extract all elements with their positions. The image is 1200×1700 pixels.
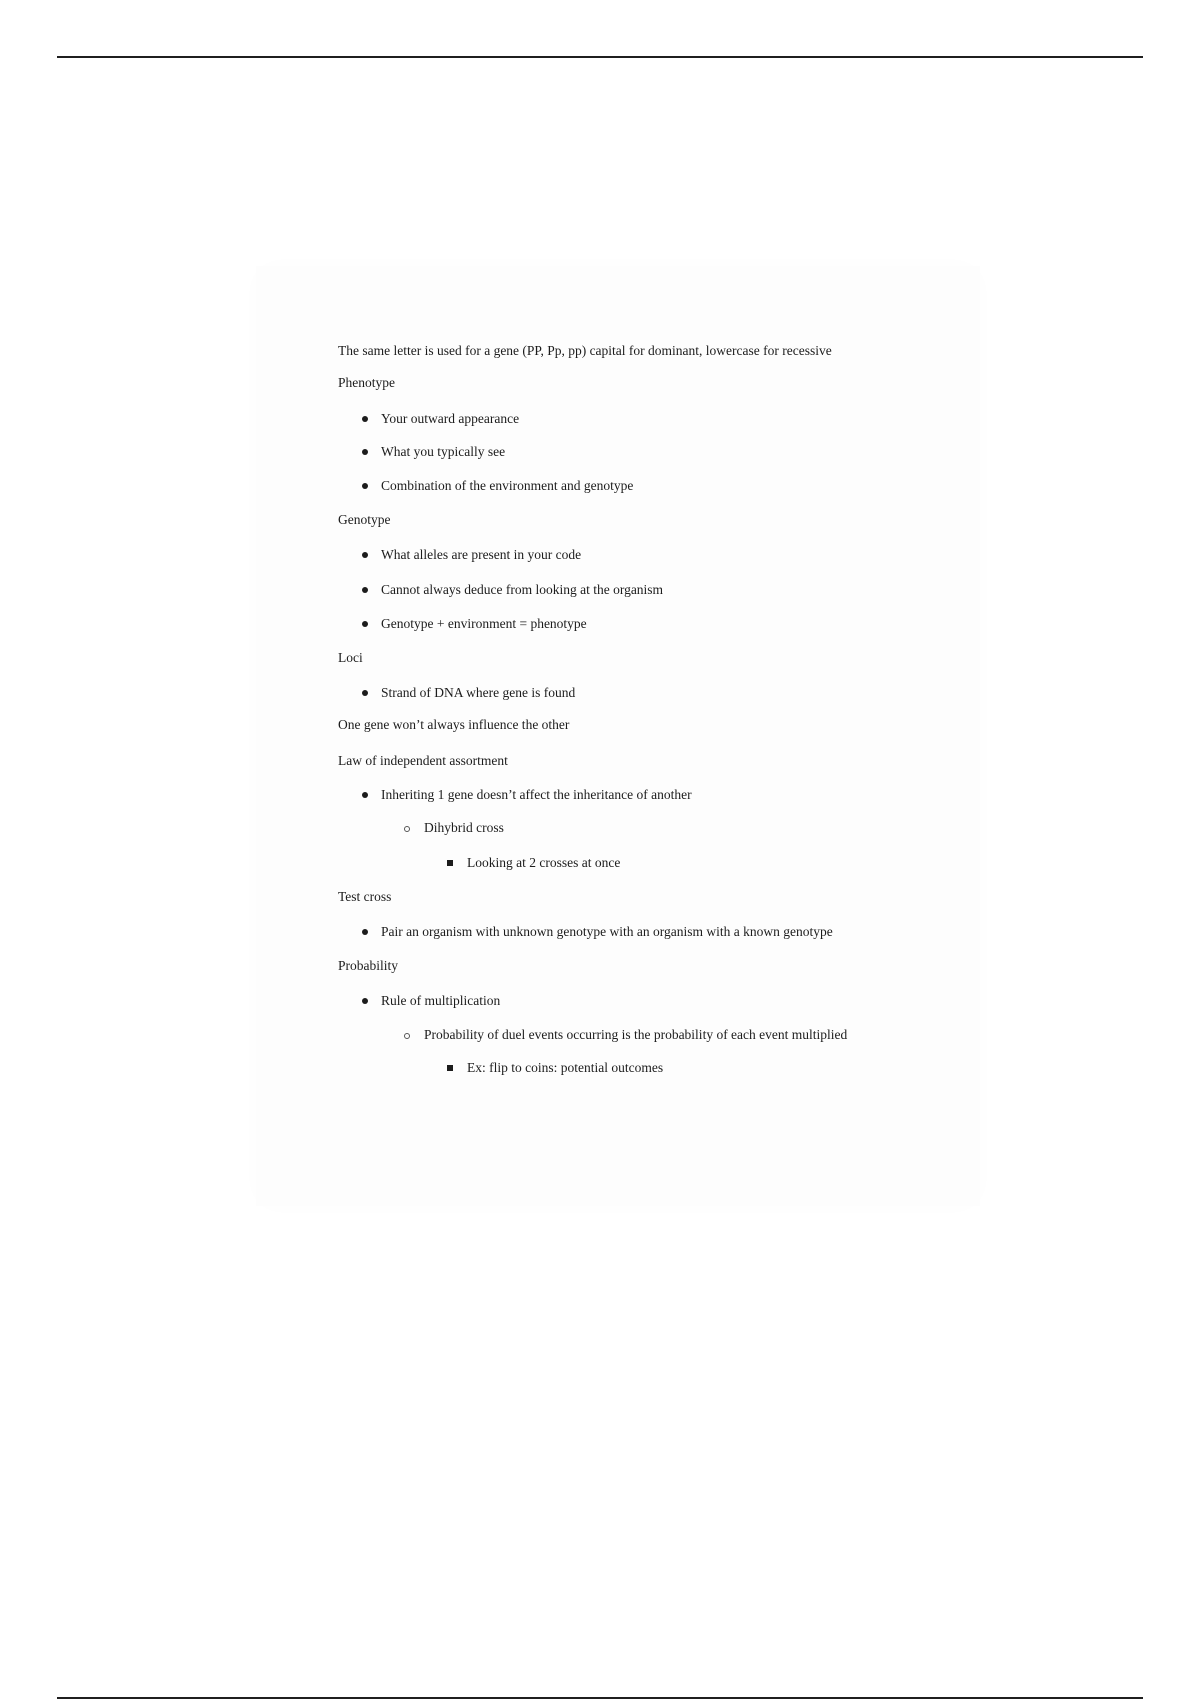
disc-bullet-icon: [362, 792, 368, 798]
disc-bullet-icon: [362, 929, 368, 935]
section-heading: Phenotype: [338, 375, 395, 390]
disc-bullet-icon: [362, 483, 368, 489]
list-item: Genotype + environment = phenotype: [381, 616, 587, 631]
square-bullet-icon: [447, 1065, 453, 1071]
list-item: Inheriting 1 gene doesn’t affect the inheritance of another: [381, 787, 692, 802]
list-item: Cannot always deduce from looking at the organism: [381, 582, 664, 597]
sub-list-item: Dihybrid cross: [424, 820, 504, 835]
section-heading: Probability: [338, 958, 398, 973]
list-item: Strand of DNA where gene is found: [381, 685, 576, 700]
disc-bullet-icon: [362, 587, 368, 593]
square-bullet-icon: [447, 860, 453, 866]
sub-sub-list-item: Looking at 2 crosses at once: [467, 855, 621, 870]
list-item: What alleles are present in your code: [381, 547, 582, 562]
circle-bullet-icon: [404, 826, 410, 832]
section-heading: Test cross: [338, 889, 392, 904]
section-heading: Loci: [338, 650, 363, 665]
disc-bullet-icon: [362, 449, 368, 455]
disc-bullet-icon: [362, 416, 368, 422]
disc-bullet-icon: [362, 621, 368, 627]
sub-sub-list-item: Ex: flip to coins: potential outcomes: [467, 1060, 664, 1075]
section-heading: Law of independent assortment: [338, 753, 508, 768]
disc-bullet-icon: [362, 998, 368, 1004]
circle-bullet-icon: [404, 1033, 410, 1039]
note-line: One gene won’t always influence the other: [338, 717, 570, 732]
disc-bullet-icon: [362, 552, 368, 558]
list-item: Combination of the environment and genotype: [381, 478, 634, 493]
header-rule: [57, 56, 1143, 58]
footer-rule: [57, 1697, 1143, 1699]
list-item: Pair an organism with unknown genotype with an organism with a known genotype: [381, 924, 833, 939]
disc-bullet-icon: [362, 690, 368, 696]
sub-list-item: Probability of duel events occurring is the probability of each event multiplied: [424, 1027, 848, 1042]
list-item: Your outward appearance: [381, 411, 520, 426]
list-item: Rule of multiplication: [381, 993, 501, 1008]
list-item: What you typically see: [381, 444, 506, 459]
section-heading: Genotype: [338, 512, 391, 527]
note-line: The same letter is used for a gene (PP, Pp, pp) capital for dominant, lowercase for recessive: [338, 343, 832, 358]
